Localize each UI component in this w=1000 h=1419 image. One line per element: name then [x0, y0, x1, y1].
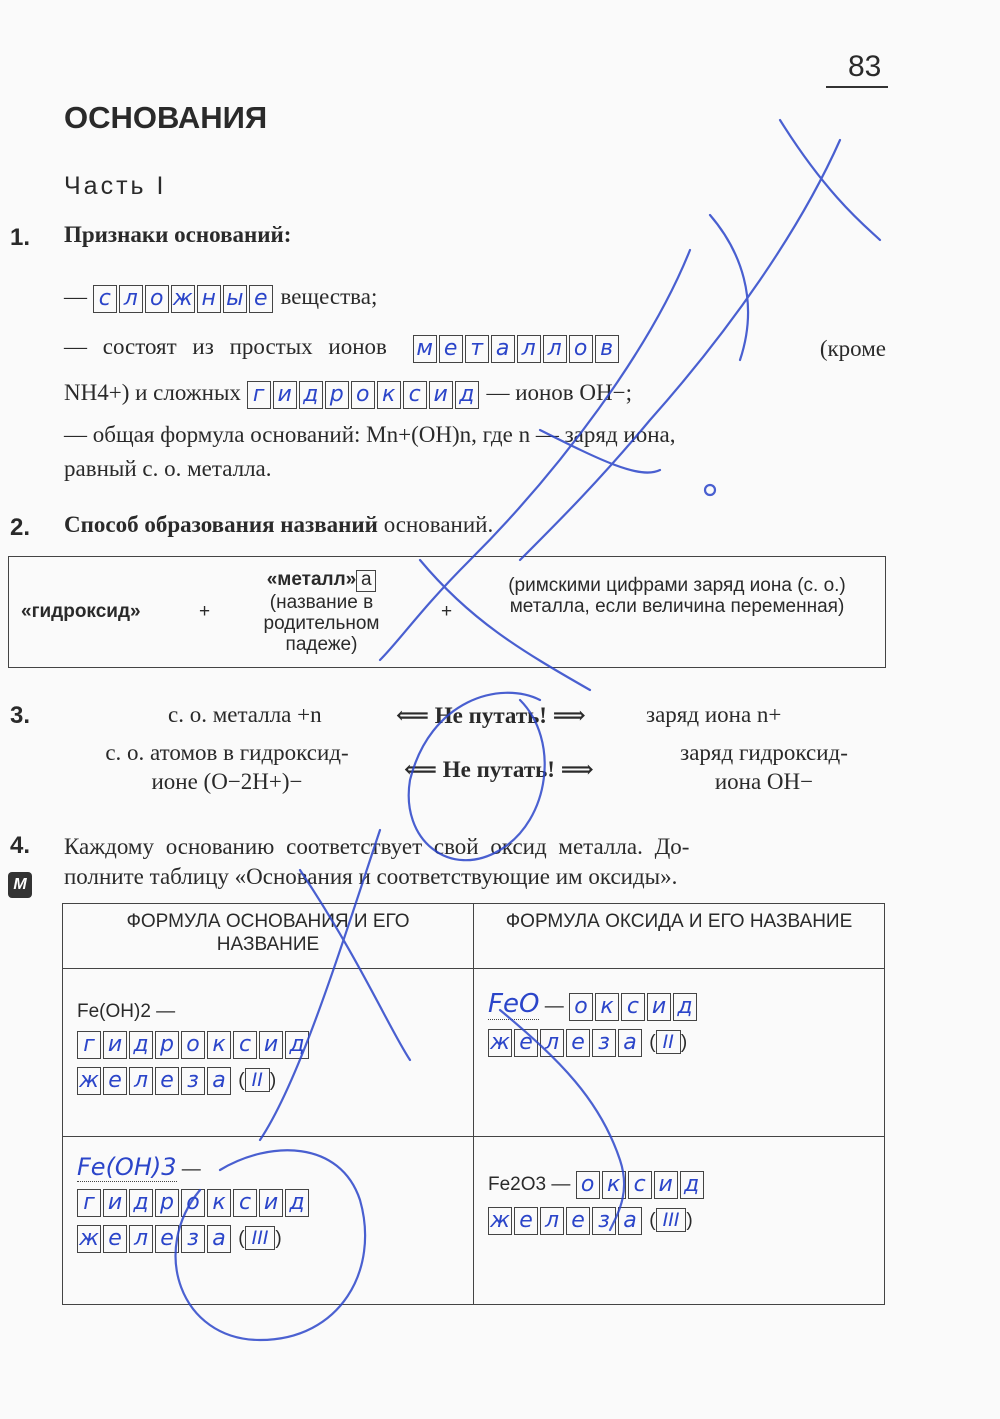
scribble-stroke — [420, 560, 590, 690]
letter-box: е — [514, 1207, 538, 1235]
letter-box: д — [673, 993, 697, 1021]
scribble-stroke — [520, 140, 840, 560]
roman-box: II — [245, 1068, 270, 1092]
letter-box: с — [621, 993, 645, 1021]
letter-box: л — [129, 1225, 153, 1253]
q2-number: 2. — [10, 514, 31, 541]
base-formula: Fe(OH)3 — [77, 1153, 177, 1181]
letter-box: и — [103, 1189, 127, 1217]
scheme-plus-1: + — [199, 601, 211, 622]
letter-box: и — [647, 993, 671, 1021]
q1-number: 1. — [10, 224, 31, 251]
letter-box: е — [155, 1067, 179, 1095]
letter-box: з — [592, 1029, 616, 1057]
letter-box: д — [129, 1189, 153, 1217]
page-title: ОСНОВАНИЯ — [64, 100, 268, 135]
letter-box: л — [129, 1067, 153, 1095]
col1-header: ФОРМУЛА ОСНОВАНИЯ И ЕГО НАЗВАНИЕ — [63, 904, 474, 969]
letter-box: и — [273, 381, 297, 409]
scribble-stroke — [500, 1010, 624, 1230]
scribble-stroke — [409, 693, 545, 860]
q1-line1-text: вещества; — [280, 284, 378, 309]
oxide-formula: Fe2O3 — — [488, 1174, 571, 1196]
oxide-formula: FeO — [488, 989, 540, 1019]
scheme-metal-letter-box: а — [356, 570, 376, 592]
letter-box: о — [181, 1189, 205, 1217]
q3-row1-mid: ⟸ Не путать! ⟹ — [396, 703, 586, 728]
letter-box: и — [654, 1171, 678, 1199]
q1-line3-start: NH4+) и сложных — [64, 380, 241, 405]
letter-box: е — [566, 1207, 590, 1235]
q3-row2-left: с. о. атомов в гидроксид- ионе (O−2H+)− — [105, 740, 349, 794]
scheme-roman-note: (римскими цифрами заряд иона (с. о.) металла, если величина переменная) — [508, 575, 846, 617]
col2-header: ФОРМУЛА ОКСИДА И ЕГО НАЗВАНИЕ — [474, 904, 885, 969]
q2-heading: Способ образования названий оснований. — [64, 512, 494, 537]
letter-box: и — [429, 381, 453, 409]
letter-box: ж — [171, 285, 195, 313]
letter-box: з — [181, 1225, 205, 1253]
letter-box: е — [103, 1067, 127, 1095]
q3-row2-right: заряд гидроксид- иона OH− — [680, 740, 848, 794]
q3-row2-mid: ⟸ Не путать! ⟹ — [404, 757, 594, 782]
roman-box: III — [245, 1226, 276, 1250]
letter-box: г — [247, 381, 271, 409]
page-number: 83 — [848, 50, 882, 83]
letter-box: д — [455, 381, 479, 409]
letter-box: д — [285, 1031, 309, 1059]
letter-box: л — [543, 335, 567, 363]
q1-line4: — общая формула оснований: Mn+(OH)n, где n — заряд иона, — [64, 422, 676, 447]
letter-box: т — [465, 335, 489, 363]
roman-box: II — [656, 1030, 681, 1054]
letter-box: е — [439, 335, 463, 363]
letter-box: ж — [77, 1225, 101, 1253]
scribble-stroke — [710, 215, 748, 360]
q1-line5: равный с. о. металла. — [64, 456, 272, 481]
letter-box: о — [351, 381, 375, 409]
q1-line2-text: — состоят из простых ионов — [64, 334, 387, 359]
scheme-metal: «металл» а (название в родительном падеже) — [263, 569, 380, 655]
letter-box: о — [181, 1031, 205, 1059]
letter-box: о — [569, 335, 593, 363]
letter-box: в — [595, 335, 619, 363]
letter-box: л — [540, 1029, 564, 1057]
scribble-stroke — [260, 830, 380, 1140]
letter-box: к — [207, 1031, 231, 1059]
letter-box: е — [249, 285, 273, 313]
letter-box: о — [576, 1171, 600, 1199]
scheme-plus-2: + — [441, 601, 453, 622]
letter-box: н — [197, 285, 221, 313]
q3-row1-right: заряд иона n+ — [646, 702, 782, 727]
letter-box: с — [628, 1171, 652, 1199]
letter-box: к — [207, 1189, 231, 1217]
scheme-hydroxide: «гидроксид» — [21, 601, 141, 622]
letter-box: к — [377, 381, 401, 409]
letter-box: л — [119, 285, 143, 313]
letter-box: и — [259, 1031, 283, 1059]
table-row-2-base: Fe(OH)3 — г и д р о к с и д ж е л е з а ( III ) — [63, 1137, 474, 1305]
q4-text: Каждому основанию соответствует свой оксид металла. До- полните таблицу «Основания и соответствующие им оксиды». — [64, 834, 690, 889]
letter-box: о — [569, 993, 593, 1021]
letter-box: м — [413, 335, 437, 363]
method-badge: М — [8, 872, 32, 898]
letter-box: и — [259, 1189, 283, 1217]
letter-box: с — [233, 1031, 257, 1059]
scribble-circle — [705, 485, 715, 495]
q4-number: 4. — [10, 832, 31, 859]
letter-box: д — [680, 1171, 704, 1199]
table-row-2-oxide: Fe2O3 — о к с и д ж е л е з а ( III ) — [474, 1137, 885, 1305]
letter-box: о — [145, 285, 169, 313]
letter-box: и — [103, 1031, 127, 1059]
letter-box: д — [285, 1189, 309, 1217]
q3-number: 3. — [10, 702, 31, 729]
letter-box: р — [155, 1031, 179, 1059]
letter-box: з — [592, 1207, 616, 1235]
letter-box: к — [595, 993, 619, 1021]
letter-box: л — [517, 335, 541, 363]
table-row-1-oxide: FeO — о к с и д ж е л е з а ( II ) — [474, 969, 885, 1137]
letter-box: д — [299, 381, 323, 409]
letter-box: а — [618, 1029, 642, 1057]
scribble-stroke — [780, 120, 880, 240]
letter-box: ж — [488, 1207, 512, 1235]
letter-box: з — [181, 1067, 205, 1095]
scribble-stroke — [540, 430, 660, 473]
table-row-1-base: Fe(OH)2 — г и д р о к с и д ж е л е з а ( II ) — [63, 969, 474, 1137]
letter-box: л — [540, 1207, 564, 1235]
letter-box: е — [155, 1225, 179, 1253]
dash: — — [64, 284, 87, 309]
letter-box: а — [618, 1207, 642, 1235]
letter-box: е — [566, 1029, 590, 1057]
scribble-stroke — [380, 250, 690, 660]
letter-box: е — [103, 1225, 127, 1253]
letter-box: с — [233, 1189, 257, 1217]
letter-box: а — [207, 1067, 231, 1095]
letter-box: р — [155, 1189, 179, 1217]
letter-box: а — [491, 335, 515, 363]
letter-box: с — [403, 381, 427, 409]
letter-box: р — [325, 381, 349, 409]
q3-row1-left: с. о. металла +n — [168, 702, 322, 727]
letter-box: д — [129, 1031, 153, 1059]
letter-box: г — [77, 1189, 101, 1217]
letter-box: ы — [223, 285, 247, 313]
q1-line3-end: — ионов OH−; — [486, 380, 632, 405]
letter-box: ж — [488, 1029, 512, 1057]
letter-box: ж — [77, 1067, 101, 1095]
q1-line2-end: (кроме — [819, 336, 886, 361]
letter-box: к — [602, 1171, 626, 1199]
q1-heading: Признаки оснований: — [64, 222, 292, 247]
scribble-stroke — [300, 870, 410, 1060]
roman-box: III — [656, 1208, 687, 1232]
letter-box: с — [93, 285, 117, 313]
letter-box: а — [207, 1225, 231, 1253]
base-formula: Fe(OH)2 — — [77, 1001, 176, 1022]
letter-box: г — [77, 1031, 101, 1059]
letter-box: е — [514, 1029, 538, 1057]
part-label: Часть I — [64, 172, 167, 200]
scribble-stroke — [176, 1150, 366, 1340]
